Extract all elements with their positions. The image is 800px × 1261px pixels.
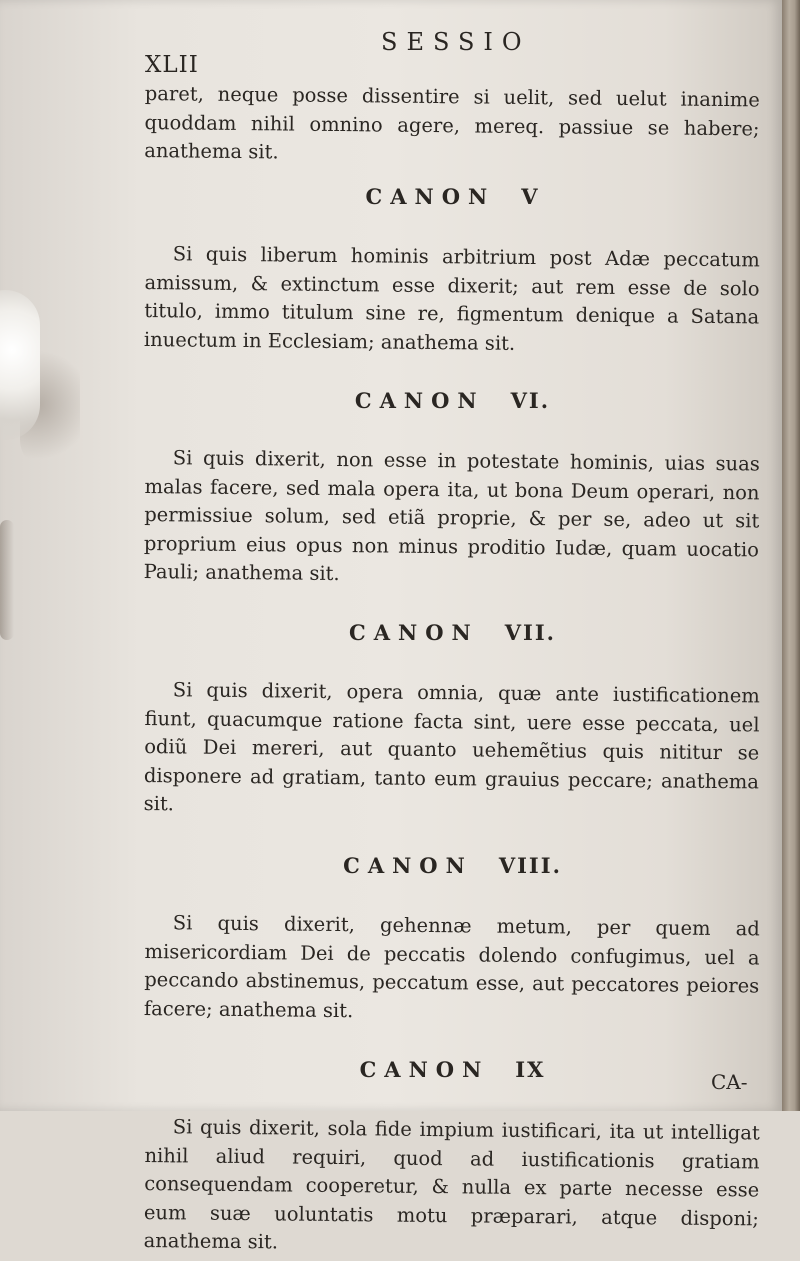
canon-viii-text: Si quis dixerit, gehennæ metum, per quem ad misericordiam Dei de peccatis dolendo confugimus, uel a peccando abstinemus, peccatum esse, aut peccatores peiores facere; anathema sit. — [144, 909, 760, 1029]
page-text-block — [145, 28, 760, 1255]
white-flower — [0, 290, 40, 440]
canon-word: CANON — [349, 620, 479, 645]
canon-numeral: VII. — [505, 620, 556, 645]
canon-heading-viii — [145, 849, 760, 883]
continuation-paragraph: paret, neque posse dissentire si uelit, sed uelut inanime quoddam nihil omnino agere, mereq. passiue se habere; anathema sit. — [144, 80, 760, 172]
canon-heading-vi — [145, 384, 760, 418]
canon-numeral: IX — [515, 1057, 545, 1082]
running-head — [145, 28, 760, 80]
canon-heading-v — [145, 180, 760, 214]
canon-word: CANON — [355, 388, 485, 413]
canon-word: CANON — [343, 853, 473, 878]
flower-stem-shadow — [0, 520, 14, 640]
canon-heading-ix — [145, 1053, 760, 1087]
canon-vii-text: Si quis dixerit, opera omnia, quæ ante iustificationem fiunt, quacumque ratione facta sint, uere esse peccata, uel odiũ Dei mereri, aut quanto uehemẽtius quis nititur se disponere ad gratiam, tanto eum grauius peccare; anathema sit. — [144, 676, 760, 825]
canon-numeral: VIII. — [499, 853, 562, 878]
canon-ix-text: Si quis dixerit, sola fide impium iustificari, ita ut intelligat nihil aliud requiri, quod ad iustificationis gratiam consequendam cooperetur, & nulla ex parte necesse esse eum suæ uoluntatis motu præparari, atque disponi; anathema sit. — [144, 1113, 760, 1261]
canon-vi-text: Si quis dixerit, non esse in potestate hominis, uias suas malas facere, sed mala opera ita, ut bona Deum operari, non permissiue solum, sed etiã proprie, & per se, adeo ut sit proprium eius opus non minus proditio Iudæ, quam uocatio Pauli; anathema sit. — [144, 444, 760, 593]
section-title: SESSIO — [381, 28, 531, 56]
book-edge — [782, 0, 800, 1111]
catchword: CA- — [711, 1070, 748, 1094]
page-number: XLII — [145, 52, 199, 78]
canon-numeral: VI. — [511, 388, 550, 413]
canon-word: CANON — [360, 1057, 490, 1082]
canon-heading-vii — [145, 616, 760, 650]
canon-word: CANON — [366, 184, 496, 209]
canon-v-text: Si quis liberum hominis arbitrium post Adæ peccatum amissum, & extinctum esse dixerit; aut rem esse de solo titulo, immo titulum sine re, figmentum denique a Satana inuectum in Ecclesiam; anathema sit. — [144, 240, 760, 360]
canon-numeral: V — [521, 184, 539, 209]
